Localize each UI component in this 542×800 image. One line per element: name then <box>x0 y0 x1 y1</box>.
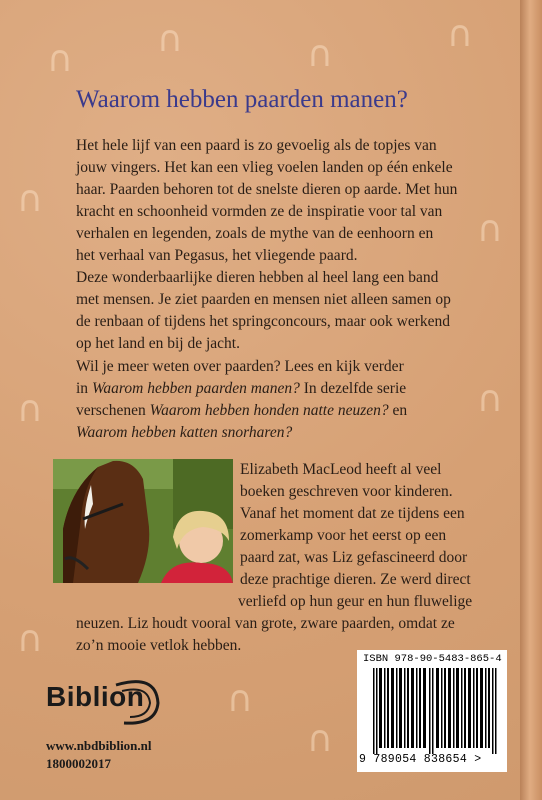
bio-line: paard zat, was Liz gefascineerd door <box>240 549 468 566</box>
bio-line: zomerkamp voor het eerst op een <box>240 527 447 544</box>
horseshoe-icon: ∩ <box>476 379 504 420</box>
intro-line: de renbaan of tijdens het springconcours, maar ook werkend <box>76 313 451 330</box>
series-text: in <box>76 380 92 397</box>
bio-line: Elizabeth MacLeod heeft al veel <box>240 461 442 478</box>
book-spine <box>520 0 542 800</box>
series-book-title: Waarom hebben katten snorharen? <box>76 424 293 441</box>
bio-line: neuzen. Liz houdt vooral van grote, zware paarden, omdat ze <box>76 615 455 632</box>
horseshoe-icon: ∩ <box>446 14 474 55</box>
series-book-title: Waarom hebben honden natte neuzen? <box>149 402 389 419</box>
series-paragraph <box>76 356 506 444</box>
series-text: In dezelfde serie <box>299 380 407 397</box>
intro-line: jouw vingers. Het kan een vlieg voelen landen op één enkele <box>76 159 453 176</box>
author-bio-right <box>240 459 510 591</box>
horseshoe-icon: ∩ <box>16 619 44 660</box>
intro-line: kracht en schoonheid vormden ze de inspiratie voor tal van <box>76 203 443 220</box>
intro-line: Deze wonderbaarlijke dieren hebben al heel lang een band <box>76 269 439 286</box>
bio-line: boeken geschreven voor kinderen. <box>240 483 453 500</box>
author-bio-continued <box>76 591 516 657</box>
horseshoe-icon: ∩ <box>16 389 44 430</box>
horseshoe-icon: ∩ <box>156 19 184 60</box>
horseshoe-icon: ∩ <box>16 179 44 220</box>
horseshoe-icon: ∩ <box>306 719 334 760</box>
bio-line: Vanaf het moment dat ze tijdens een <box>240 505 465 522</box>
intro-line: verhalen en legenden, zoals de mythe van de eenhoorn en <box>76 225 434 242</box>
publisher-logo <box>46 677 166 727</box>
barcode <box>357 650 507 772</box>
horseshoe-icon: ∩ <box>46 39 74 80</box>
intro-line: met mensen. Je ziet paarden en mensen niet alleen samen op <box>76 291 451 308</box>
intro-paragraph <box>76 135 506 355</box>
publisher-code: 1800002017 <box>46 756 111 771</box>
bio-line: deze prachtige dieren. Ze werd direct <box>240 571 471 588</box>
series-line: Wil je meer weten over paarden? Lees en kijk verder <box>76 358 404 375</box>
isbn-text: ISBN 978-90-5483-865-4 <box>363 653 502 665</box>
publisher-url: www.nbdbiblion.nl <box>46 738 152 753</box>
barcode-digits: 9 789054 838654 > <box>359 753 482 766</box>
intro-line: op het land en bij de jacht. <box>76 335 240 352</box>
author-photo <box>53 459 233 583</box>
horseshoe-icon: ∩ <box>226 679 254 720</box>
intro-line: Het hele lijf van een paard is zo gevoelig als de topjes van <box>76 137 437 154</box>
book-question-title: Waarom hebben paarden manen? <box>76 86 408 113</box>
publisher-logo-text: Biblion <box>46 681 145 712</box>
intro-line: het verhaal van Pegasus, het vliegende paard. <box>76 247 358 264</box>
bio-line: zo’n mooie vetlok hebben. <box>76 637 242 654</box>
bio-line: verliefd op hun geur en hun fluwelige <box>238 593 473 610</box>
horseshoe-icon: ∩ <box>476 209 504 250</box>
horseshoe-icon: ∩ <box>306 34 334 75</box>
series-text: verschenen <box>76 402 150 419</box>
series-book-title: Waarom hebben paarden manen? <box>91 380 300 397</box>
series-text: en <box>388 402 408 419</box>
intro-line: haar. Paarden behoren tot de snelste dieren op aarde. Met hun <box>76 181 458 198</box>
barcode-bars <box>373 668 498 754</box>
